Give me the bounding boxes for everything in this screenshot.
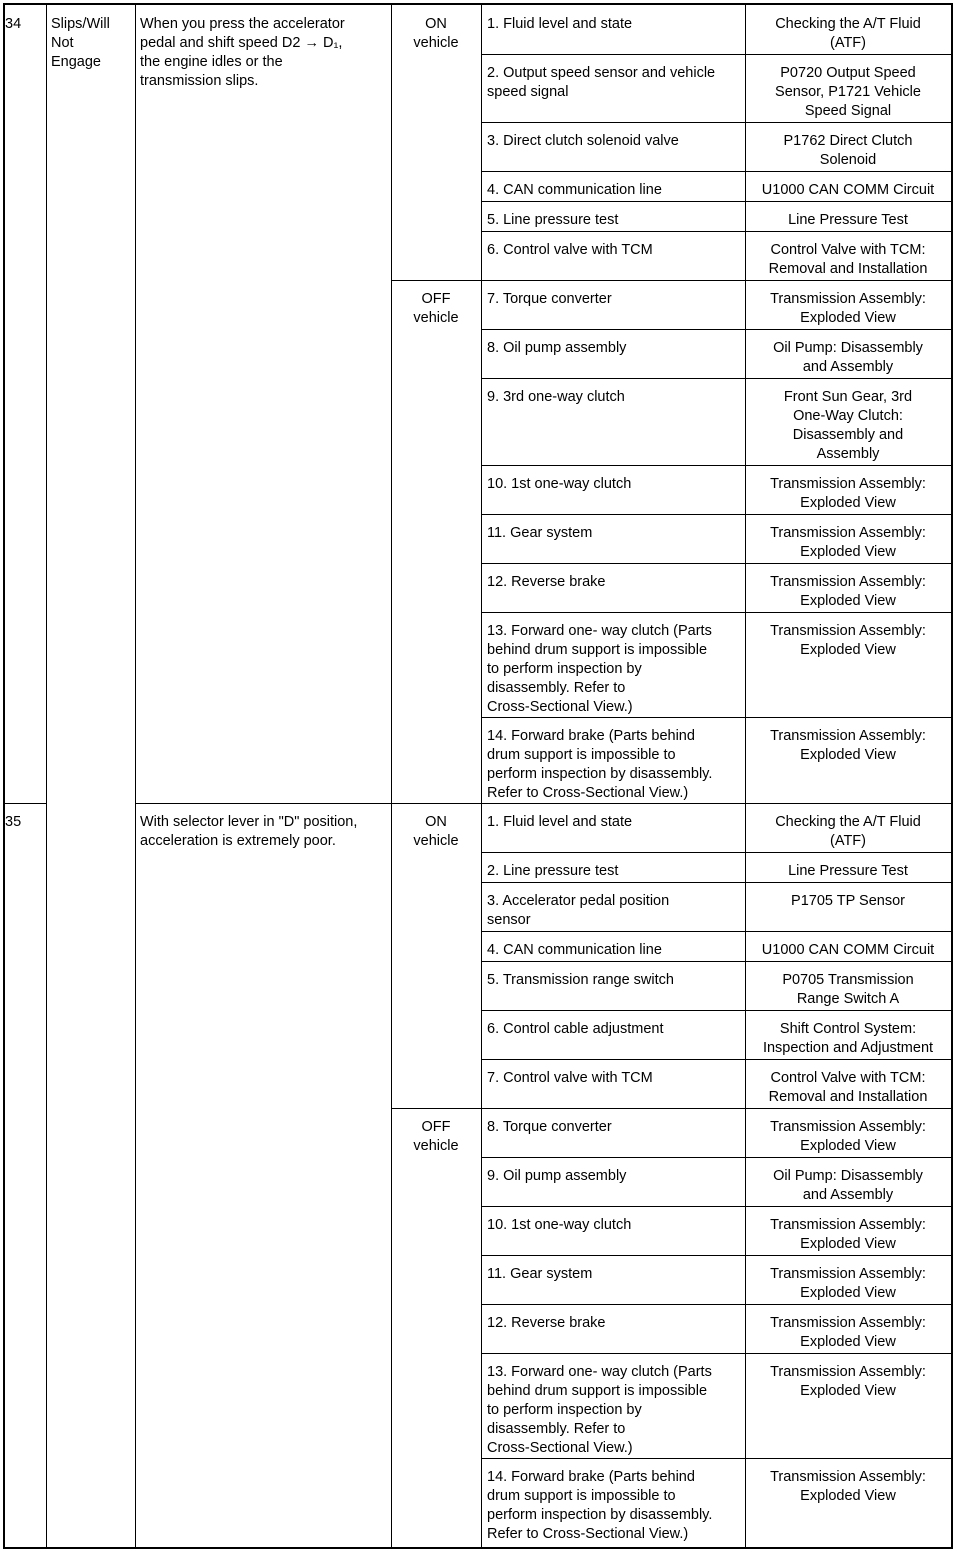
check-item: 2. Output speed sensor and vehicle speed signal: [487, 65, 716, 100]
check-item: 6. Control cable adjustment: [487, 1021, 664, 1037]
column-divider: [391, 5, 392, 1547]
location-label: OFF vehicle: [413, 291, 459, 326]
reference-link[interactable]: Transmission Assembly: Exploded View: [770, 1266, 926, 1301]
check-item: 5. Line pressure test: [487, 212, 619, 228]
column-divider: [481, 5, 482, 1547]
check-item: 14. Forward brake (Parts behind drum support is impossible to perform inspection by disassembly. Refer to Cross-Sectional View.): [487, 728, 713, 801]
reference-link[interactable]: Transmission Assembly: Exploded View: [770, 1364, 926, 1399]
reference-link[interactable]: Transmission Assembly: Exploded View: [770, 476, 926, 511]
check-item: 14. Forward brake (Parts behind drum support is impossible to perform inspection by disassembly. Refer to Cross-Sectional View.): [487, 1469, 713, 1542]
check-item: 11. Gear system: [487, 525, 593, 541]
check-item: 13. Forward one- way clutch (Parts behind drum support is impossible to perform inspection by disassembly. Refer to Cross-Sectional View.): [487, 623, 712, 715]
reference-link[interactable]: Transmission Assembly: Exploded View: [770, 574, 926, 609]
check-item: 12. Reverse brake: [487, 574, 606, 590]
reference-link[interactable]: U1000 CAN COMM Circuit: [761, 182, 935, 198]
reference-link[interactable]: Transmission Assembly: Exploded View: [770, 1119, 926, 1154]
reference-link[interactable]: Line Pressure Test: [788, 863, 908, 879]
reference-link[interactable]: Transmission Assembly: Exploded View: [770, 1469, 926, 1504]
column-divider: [135, 5, 136, 1547]
check-item: 4. CAN communication line: [487, 182, 662, 198]
reference-link[interactable]: P0720 Output Speed Sensor, P1721 Vehicle Speed Signal: [775, 65, 921, 119]
reference-link[interactable]: Transmission Assembly: Exploded View: [770, 623, 926, 658]
reference-link[interactable]: Transmission Assembly: Exploded View: [770, 728, 926, 763]
check-item: 13. Forward one- way clutch (Parts behind drum support is impossible to perform inspection by disassembly. Refer to Cross-Sectional View.): [487, 1364, 712, 1456]
check-item: 6. Control valve with TCM: [487, 242, 653, 258]
reference-link[interactable]: Oil Pump: Disassembly and Assembly: [773, 1168, 923, 1203]
check-item: 3. Accelerator pedal position sensor: [487, 893, 670, 928]
reference-link[interactable]: Transmission Assembly: Exploded View: [770, 1315, 926, 1350]
check-item: 8. Torque converter: [487, 1119, 612, 1135]
diagnosis-table: [3, 3, 953, 1549]
reference-link[interactable]: Transmission Assembly: Exploded View: [770, 1217, 926, 1252]
check-item: 10. 1st one-way clutch: [487, 1217, 632, 1233]
reference-link[interactable]: Front Sun Gear, 3rd One-Way Clutch: Disassembly and Assembly: [783, 389, 913, 462]
check-item: 7. Torque converter: [487, 291, 612, 307]
symptom-text: Slips/Will Not Engage: [51, 16, 110, 70]
check-item: 4. CAN communication line: [487, 942, 662, 958]
check-item: 1. Fluid level and state: [487, 814, 633, 830]
reference-link[interactable]: Oil Pump: Disassembly and Assembly: [773, 340, 923, 375]
reference-link[interactable]: Control Valve with TCM: Removal and Installation: [768, 1070, 928, 1105]
item-number: 35: [5, 814, 22, 830]
reference-link[interactable]: Transmission Assembly: Exploded View: [770, 291, 926, 326]
reference-link[interactable]: P1705 TP Sensor: [791, 893, 905, 909]
reference-link[interactable]: U1000 CAN COMM Circuit: [761, 942, 935, 958]
reference-link[interactable]: P0705 Transmission Range Switch A: [782, 972, 914, 1007]
check-item: 7. Control valve with TCM: [487, 1070, 653, 1086]
reference-link[interactable]: Control Valve with TCM: Removal and Installation: [768, 242, 928, 277]
column-divider: [745, 5, 746, 1547]
location-label: ON vehicle: [413, 814, 459, 849]
column-divider: [46, 5, 47, 1547]
condition-text: With selector lever in "D" position, acceleration is extremely poor.: [140, 814, 358, 849]
location-label: OFF vehicle: [413, 1119, 459, 1154]
reference-link[interactable]: Transmission Assembly: Exploded View: [770, 525, 926, 560]
check-item: 1. Fluid level and state: [487, 16, 633, 32]
check-item: 5. Transmission range switch: [487, 972, 674, 988]
check-item: 11. Gear system: [487, 1266, 593, 1282]
reference-link[interactable]: Checking the A/T Fluid (ATF): [775, 16, 921, 51]
reference-link[interactable]: Line Pressure Test: [788, 212, 908, 228]
reference-link[interactable]: P1762 Direct Clutch Solenoid: [783, 133, 913, 168]
location-label: ON vehicle: [413, 16, 459, 51]
condition-text: When you press the accelerator pedal and shift speed D2 → D₁, the engine idles or the transmission slips.: [140, 16, 345, 89]
check-item: 8. Oil pump assembly: [487, 340, 627, 356]
check-item: 3. Direct clutch solenoid valve: [487, 133, 679, 149]
check-item: 9. Oil pump assembly: [487, 1168, 627, 1184]
check-item: 12. Reverse brake: [487, 1315, 606, 1331]
reference-link[interactable]: Checking the A/T Fluid (ATF): [775, 814, 921, 849]
reference-link[interactable]: Shift Control System: Inspection and Adjustment: [762, 1021, 934, 1056]
check-item: 10. 1st one-way clutch: [487, 476, 632, 492]
item-number: 34: [5, 16, 22, 32]
check-item: 9. 3rd one-way clutch: [487, 389, 625, 405]
check-item: 2. Line pressure test: [487, 863, 619, 879]
